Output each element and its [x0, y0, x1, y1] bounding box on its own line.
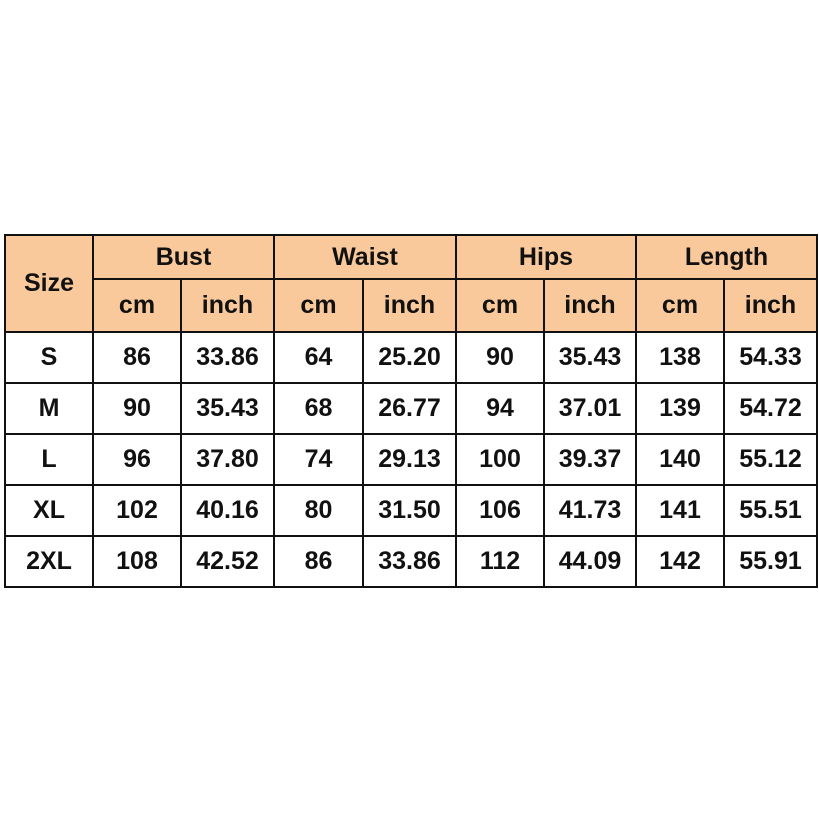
- size-cell: M: [5, 383, 93, 434]
- value-cell: 96: [93, 434, 181, 485]
- value-cell: 37.01: [544, 383, 636, 434]
- size-cell: XL: [5, 485, 93, 536]
- value-cell: 35.43: [181, 383, 274, 434]
- value-cell: 41.73: [544, 485, 636, 536]
- value-cell: 139: [636, 383, 724, 434]
- value-cell: 54.33: [724, 332, 817, 383]
- value-cell: 55.51: [724, 485, 817, 536]
- value-cell: 33.86: [181, 332, 274, 383]
- value-cell: 55.12: [724, 434, 817, 485]
- group-header-hips: Hips: [456, 235, 636, 279]
- size-chart-table: [4, 234, 818, 588]
- group-header-waist: Waist: [274, 235, 456, 279]
- value-cell: 35.43: [544, 332, 636, 383]
- value-cell: 86: [93, 332, 181, 383]
- header-row-units: [5, 279, 817, 332]
- table-row: [5, 536, 817, 587]
- group-header-length: Length: [636, 235, 817, 279]
- unit-header-inch: inch: [181, 279, 274, 332]
- unit-header-inch: inch: [363, 279, 456, 332]
- value-cell: 33.86: [363, 536, 456, 587]
- value-cell: 39.37: [544, 434, 636, 485]
- value-cell: 90: [93, 383, 181, 434]
- value-cell: 141: [636, 485, 724, 536]
- value-cell: 29.13: [363, 434, 456, 485]
- size-header: Size: [5, 235, 93, 332]
- value-cell: 54.72: [724, 383, 817, 434]
- table-row: [5, 332, 817, 383]
- value-cell: 94: [456, 383, 544, 434]
- value-cell: 100: [456, 434, 544, 485]
- value-cell: 55.91: [724, 536, 817, 587]
- unit-header-cm: cm: [274, 279, 363, 332]
- value-cell: 138: [636, 332, 724, 383]
- value-cell: 90: [456, 332, 544, 383]
- value-cell: 40.16: [181, 485, 274, 536]
- value-cell: 102: [93, 485, 181, 536]
- size-cell: L: [5, 434, 93, 485]
- value-cell: 64: [274, 332, 363, 383]
- value-cell: 42.52: [181, 536, 274, 587]
- value-cell: 31.50: [363, 485, 456, 536]
- value-cell: 86: [274, 536, 363, 587]
- unit-header-cm: cm: [93, 279, 181, 332]
- table-row: [5, 485, 817, 536]
- value-cell: 26.77: [363, 383, 456, 434]
- unit-header-cm: cm: [456, 279, 544, 332]
- value-cell: 80: [274, 485, 363, 536]
- value-cell: 37.80: [181, 434, 274, 485]
- value-cell: 74: [274, 434, 363, 485]
- value-cell: 108: [93, 536, 181, 587]
- unit-header-cm: cm: [636, 279, 724, 332]
- size-cell: S: [5, 332, 93, 383]
- unit-header-inch: inch: [544, 279, 636, 332]
- table-row: [5, 434, 817, 485]
- value-cell: 106: [456, 485, 544, 536]
- unit-header-inch: inch: [724, 279, 817, 332]
- value-cell: 25.20: [363, 332, 456, 383]
- table-row: [5, 383, 817, 434]
- value-cell: 112: [456, 536, 544, 587]
- size-cell: 2XL: [5, 536, 93, 587]
- value-cell: 142: [636, 536, 724, 587]
- header-row-groups: [5, 235, 817, 279]
- group-header-bust: Bust: [93, 235, 274, 279]
- value-cell: 140: [636, 434, 724, 485]
- value-cell: 68: [274, 383, 363, 434]
- value-cell: 44.09: [544, 536, 636, 587]
